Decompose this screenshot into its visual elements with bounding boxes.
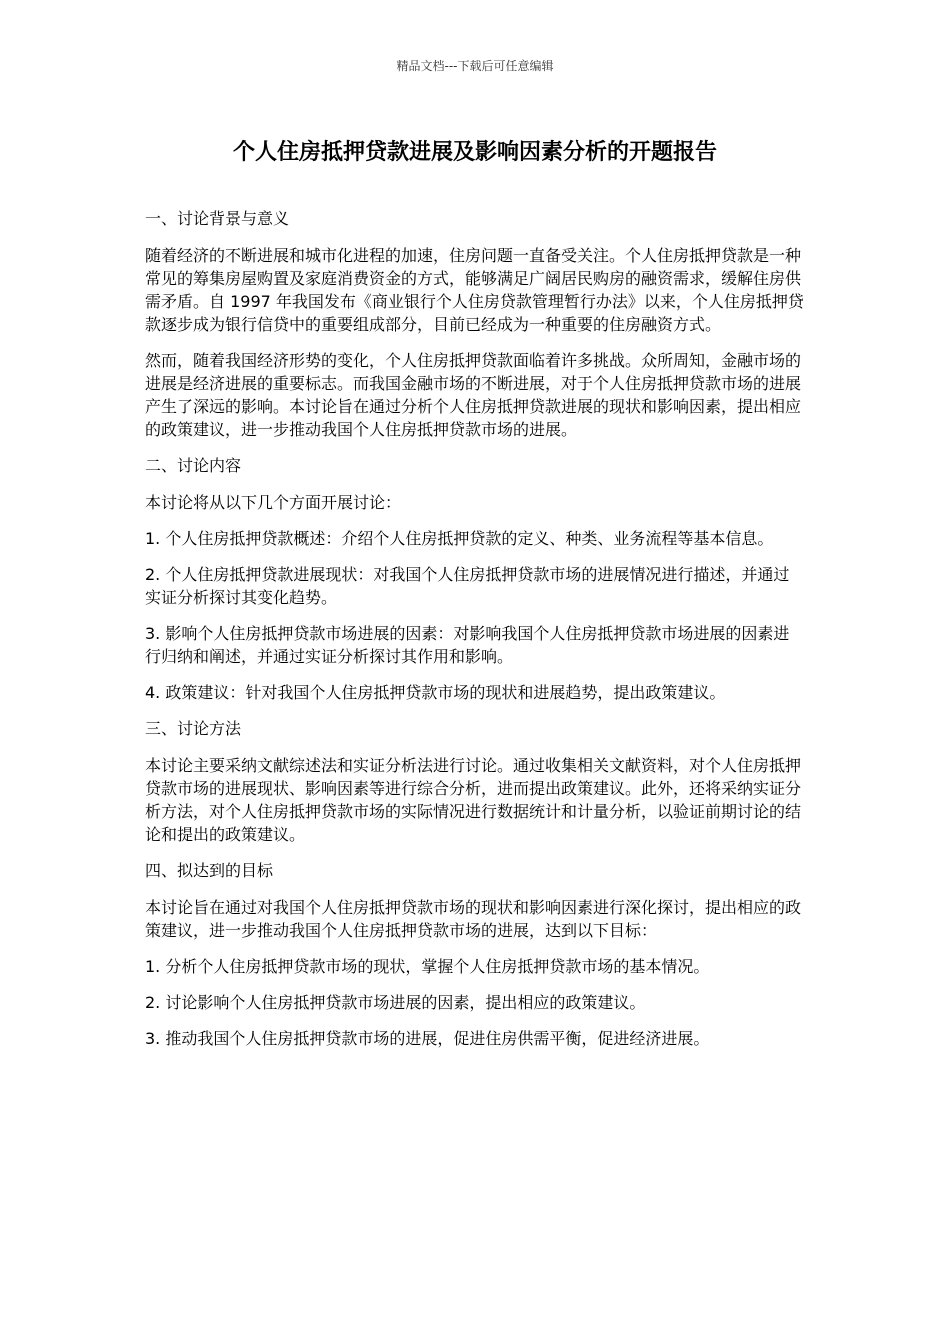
paragraph: 随着经济的不断进展和城市化进程的加速，住房问题一直备受关注。个人住房抵押贷款是一种常见的筹集房屋购置及家庭消费资金的方式，能够满足广阔居民购房的融资需求，缓解住房供需矛盾。自 1997 年我国发布《商业银行个人住房贷款管理暂行办法》以来，个人住房抵押贷款逐步成为银行信贷中的重要组成部分，目前已经成为一种重要的住房融资方式。 [145,246,804,334]
section-content [145,454,805,704]
section-background [145,207,805,441]
document-title: 个人住房抵押贷款进展及影响因素分析的开题报告 [232,140,717,165]
list-item: 4. 政策建议：针对我国个人住房抵押贷款市场的现状和进展趋势，提出政策建议。 [145,683,726,702]
section-heading: 四、拟达到的目标 [145,861,274,880]
paragraph: 本讨论将从以下几个方面开展讨论： [145,493,402,512]
list-item: 3. 推动我国个人住房抵押贷款市场的进展，促进住房供需平衡，促进经济进展。 [145,1029,710,1048]
list-item: 2. 个人住房抵押贷款进展现状：对我国个人住房抵押贷款市场的进展情况进行描述，并通过实证分析探讨其变化趋势。 [145,565,790,607]
list-item: 3. 影响个人住房抵押贷款市场进展的因素：对影响我国个人住房抵押贷款市场进展的因素进行归纳和阐述，并通过实证分析探讨其作用和影响。 [145,624,790,666]
section-heading: 三、讨论方法 [145,719,242,738]
paragraph: 本讨论旨在通过对我国个人住房抵押贷款市场的现状和影响因素进行深化探讨，提出相应的政策建议，进一步推动我国个人住房抵押贷款市场的进展，达到以下目标： [145,898,802,940]
section-heading: 二、讨论内容 [145,456,242,475]
section-heading: 一、讨论背景与意义 [145,209,290,228]
paragraph: 然而，随着我国经济形势的变化，个人住房抵押贷款面临着许多挑战。众所周知，金融市场的进展是经济进展的重要标志。而我国金融市场的不断进展，对于个人住房抵押贷款市场的进展产生了深远的影响。本讨论旨在通过分析个人住房抵押贷款进展的现状和影响因素，提出相应的政策建议，进一步推动我国个人住房抵押贷款市场的进展。 [145,351,802,439]
list-item: 1. 个人住房抵押贷款概述：介绍个人住房抵押贷款的定义、种类、业务流程等基本信息。 [145,529,774,548]
document-body [145,207,805,1063]
list-item: 1. 分析个人住房抵押贷款市场的现状，掌握个人住房抵押贷款市场的基本情况。 [145,957,710,976]
section-goals [145,859,805,1050]
header-note: 精品文档---下载后可任意编辑 [396,59,554,73]
paragraph: 本讨论主要采纳文献综述法和实证分析法进行讨论。通过收集相关文献资料，对个人住房抵押贷款市场的进展现状、影响因素等进行综合分析，进而提出政策建议。此外，还将采纳实证分析方法，对个人住房抵押贷款市场的实际情况进行数据统计和计量分析，以验证前期讨论的结论和提出的政策建议。 [145,756,802,844]
list-item: 2. 讨论影响个人住房抵押贷款市场进展的因素，提出相应的政策建议。 [145,993,646,1012]
section-method [145,717,805,846]
